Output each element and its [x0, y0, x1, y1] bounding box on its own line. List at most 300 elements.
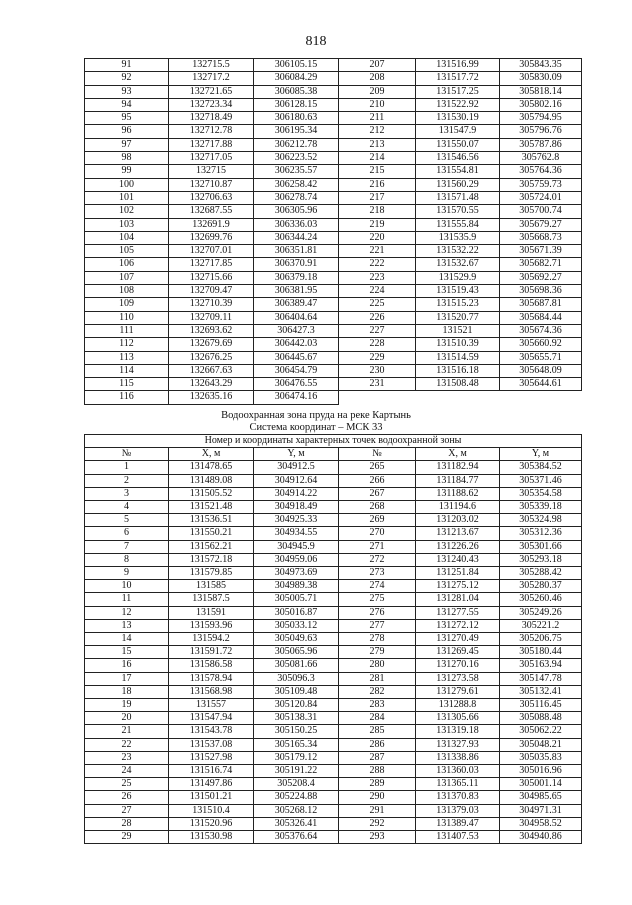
table-cell: 131594.2 — [169, 633, 254, 646]
table-cell: 273 — [339, 567, 416, 580]
table-cell: 132635.16 — [169, 391, 254, 404]
table-row — [85, 487, 582, 500]
table-cell: 305221.2 — [500, 619, 582, 632]
table-cell: 111 — [85, 324, 169, 337]
table-cell: 132676.25 — [169, 351, 254, 364]
table-cell: 305687.81 — [500, 298, 582, 311]
table-cell: 131288.8 — [416, 699, 500, 712]
table-cell: 96 — [85, 125, 169, 138]
table-row — [85, 501, 582, 514]
table-cell: 305260.46 — [500, 593, 582, 606]
table-cell: 107 — [85, 271, 169, 284]
table-cell: 305062.22 — [500, 725, 582, 738]
table-row — [85, 540, 582, 553]
table-cell: 131194.6 — [416, 501, 500, 514]
table-cell: 131270.16 — [416, 659, 500, 672]
table-cell: 131530.19 — [416, 112, 500, 125]
table-row — [85, 633, 582, 646]
table-cell: 305150.25 — [254, 725, 339, 738]
table-cell: 132709.11 — [169, 311, 254, 324]
table-row — [85, 245, 582, 258]
table-cell: 109 — [85, 298, 169, 311]
table-cell: 131327.93 — [416, 738, 500, 751]
table-cell: 305692.27 — [500, 271, 582, 284]
table-cell: 271 — [339, 540, 416, 553]
coordinates-table-continued — [84, 58, 582, 405]
table-cell: 131579.85 — [169, 567, 254, 580]
table-cell: 269 — [339, 514, 416, 527]
table-cell: 209 — [339, 85, 416, 98]
table-cell: 132693.62 — [169, 324, 254, 337]
table-cell: 10 — [85, 580, 169, 593]
table-cell: 131281.04 — [416, 593, 500, 606]
table-cell: 132643.29 — [169, 378, 254, 391]
table-cell: 131550.21 — [169, 527, 254, 540]
table-cell: 18 — [85, 685, 169, 698]
table-cell: 305109.48 — [254, 685, 339, 698]
table-row — [85, 791, 582, 804]
table-cell: 131508.48 — [416, 378, 500, 391]
table-cell: 306305.96 — [254, 205, 339, 218]
table-cell: 131501.21 — [169, 791, 254, 804]
table-row — [85, 311, 582, 324]
table-cell: 305700.74 — [500, 205, 582, 218]
table-cell: 131557 — [169, 699, 254, 712]
table-row — [85, 474, 582, 487]
header-x: X, м — [169, 448, 254, 461]
table-cell: 131546.56 — [416, 152, 500, 165]
table-cell: 132687.55 — [169, 205, 254, 218]
table-cell: 131515.23 — [416, 298, 500, 311]
table-cell: 306442.03 — [254, 338, 339, 351]
table-cell: 97 — [85, 138, 169, 151]
table-cell: 306351.81 — [254, 245, 339, 258]
table-cell: 306195.34 — [254, 125, 339, 138]
table-title: Номер и координаты характерных точек водоохранной зоны — [85, 435, 582, 448]
table-cell: 131560.29 — [416, 178, 500, 191]
table-cell: 104 — [85, 231, 169, 244]
table-cell: 305326.41 — [254, 817, 339, 830]
table-cell: 304934.55 — [254, 527, 339, 540]
table-cell: 304912.5 — [254, 461, 339, 474]
table-cell: 132699.76 — [169, 231, 254, 244]
table-cell: 305644.61 — [500, 378, 582, 391]
table-cell: 131593.96 — [169, 619, 254, 632]
table-cell: 131184.77 — [416, 474, 500, 487]
table-row — [85, 553, 582, 566]
table-cell: 217 — [339, 191, 416, 204]
table-cell: 283 — [339, 699, 416, 712]
table-cell: 17 — [85, 672, 169, 685]
table-row — [85, 461, 582, 474]
table-cell: 305668.73 — [500, 231, 582, 244]
table-row — [85, 152, 582, 165]
table-cell: 305116.45 — [500, 699, 582, 712]
table-cell: 132715 — [169, 165, 254, 178]
table-cell: 305132.41 — [500, 685, 582, 698]
table-cell: 305001.14 — [500, 778, 582, 791]
table-cell: 94 — [85, 98, 169, 111]
table-row — [85, 338, 582, 351]
table-cell: 305339.18 — [500, 501, 582, 514]
table-cell: 306180.63 — [254, 112, 339, 125]
table-cell: 306389.47 — [254, 298, 339, 311]
table-cell: 131532.67 — [416, 258, 500, 271]
table-cell: 131530.98 — [169, 831, 254, 844]
table-cell: 306476.55 — [254, 378, 339, 391]
table-cell: 12 — [85, 606, 169, 619]
table-row — [85, 593, 582, 606]
table-cell: 305371.46 — [500, 474, 582, 487]
table-cell: 131529.9 — [416, 271, 500, 284]
table-cell: 105 — [85, 245, 169, 258]
table-row — [85, 606, 582, 619]
table-cell: 27 — [85, 804, 169, 817]
table-cell: 19 — [85, 699, 169, 712]
table-row — [85, 646, 582, 659]
table-row — [85, 831, 582, 844]
table-cell: 26 — [85, 791, 169, 804]
table-row — [85, 258, 582, 271]
table-cell: 131365.11 — [416, 778, 500, 791]
table-cell: 305088.48 — [500, 712, 582, 725]
table-cell: 131213.67 — [416, 527, 500, 540]
table-cell: 9 — [85, 567, 169, 580]
table-cell: 131536.51 — [169, 514, 254, 527]
table-cell: 306344.24 — [254, 231, 339, 244]
table-cell: 131516.74 — [169, 765, 254, 778]
table-cell: 132717.05 — [169, 152, 254, 165]
table-cell: 306278.74 — [254, 191, 339, 204]
table-cell: 132721.65 — [169, 85, 254, 98]
table-cell: 266 — [339, 474, 416, 487]
table-row — [85, 72, 582, 85]
table-cell: 305016.87 — [254, 606, 339, 619]
table-cell: 131517.72 — [416, 72, 500, 85]
table-cell: 11 — [85, 593, 169, 606]
table-cell: 306212.78 — [254, 138, 339, 151]
table-cell: 23 — [85, 751, 169, 764]
table-row — [85, 738, 582, 751]
table-cell: 131389.47 — [416, 817, 500, 830]
table-cell: 131555.84 — [416, 218, 500, 231]
table-cell: 305280.37 — [500, 580, 582, 593]
table-cell: 212 — [339, 125, 416, 138]
table-cell: 304925.33 — [254, 514, 339, 527]
table-cell: 224 — [339, 285, 416, 298]
table-row — [85, 765, 582, 778]
table-row — [85, 659, 582, 672]
table-cell: 131203.02 — [416, 514, 500, 527]
table-cell: 305684.44 — [500, 311, 582, 324]
water-protection-zone-table — [84, 434, 582, 844]
table-cell: 304940.86 — [500, 831, 582, 844]
table-cell: 131517.25 — [416, 85, 500, 98]
table-cell: 305163.94 — [500, 659, 582, 672]
table-cell: 116 — [85, 391, 169, 404]
table-cell: 306404.64 — [254, 311, 339, 324]
table-cell: 24 — [85, 765, 169, 778]
table-cell: 291 — [339, 804, 416, 817]
table-cell: 207 — [339, 59, 416, 72]
table-cell: 103 — [85, 218, 169, 231]
table-cell: 272 — [339, 553, 416, 566]
table-row — [85, 285, 582, 298]
table-cell: 305005.71 — [254, 593, 339, 606]
table-cell: 305138.31 — [254, 712, 339, 725]
table-cell: 131516.99 — [416, 59, 500, 72]
table-cell: 306235.57 — [254, 165, 339, 178]
table-cell: 306223.52 — [254, 152, 339, 165]
table-cell: 305830.09 — [500, 72, 582, 85]
table-cell: 95 — [85, 112, 169, 125]
table-cell: 132723.34 — [169, 98, 254, 111]
table-cell: 131510.39 — [416, 338, 500, 351]
table-cell: 132706.63 — [169, 191, 254, 204]
table-cell: 293 — [339, 831, 416, 844]
table-cell: 305698.36 — [500, 285, 582, 298]
table-row — [85, 778, 582, 791]
table-cell: 306128.15 — [254, 98, 339, 111]
table-cell: 131407.53 — [416, 831, 500, 844]
table-cell: 305796.76 — [500, 125, 582, 138]
table-cell: 304945.9 — [254, 540, 339, 553]
table-cell: 305674.36 — [500, 324, 582, 337]
table-cell: 275 — [339, 593, 416, 606]
table-cell: 265 — [339, 461, 416, 474]
table-cell: 305147.78 — [500, 672, 582, 685]
table-cell: 131554.81 — [416, 165, 500, 178]
table-cell: 7 — [85, 540, 169, 553]
table-cell: 131571.48 — [416, 191, 500, 204]
table-cell: 305035.83 — [500, 751, 582, 764]
table-cell: 93 — [85, 85, 169, 98]
table-cell: 211 — [339, 112, 416, 125]
table-row — [85, 712, 582, 725]
table-cell: 4 — [85, 501, 169, 514]
table-cell: 221 — [339, 245, 416, 258]
table-row — [85, 364, 582, 377]
table-cell: 306084.29 — [254, 72, 339, 85]
table-row — [85, 804, 582, 817]
table-cell: 131543.78 — [169, 725, 254, 738]
table-cell: 214 — [339, 152, 416, 165]
table-cell: 213 — [339, 138, 416, 151]
table-row — [85, 567, 582, 580]
table-cell: 305288.42 — [500, 567, 582, 580]
table-cell: 306370.91 — [254, 258, 339, 271]
table-row — [85, 514, 582, 527]
table-cell: 306474.16 — [254, 391, 339, 404]
table-cell: 305224.88 — [254, 791, 339, 804]
table-cell: 285 — [339, 725, 416, 738]
table-cell: 305293.18 — [500, 553, 582, 566]
table-cell: 3 — [85, 487, 169, 500]
table-cell: 131188.62 — [416, 487, 500, 500]
header-y-2: Y, м — [500, 448, 582, 461]
table-cell: 304973.69 — [254, 567, 339, 580]
table-cell: 305206.75 — [500, 633, 582, 646]
table-cell: 131182.94 — [416, 461, 500, 474]
table-cell: 20 — [85, 712, 169, 725]
table-cell: 110 — [85, 311, 169, 324]
header-number-2: № — [339, 448, 416, 461]
table-cell: 277 — [339, 619, 416, 632]
table-cell: 222 — [339, 258, 416, 271]
table-cell: 131516.18 — [416, 364, 500, 377]
table-row — [85, 725, 582, 738]
table-cell: 14 — [85, 633, 169, 646]
table-cell: 100 — [85, 178, 169, 191]
table-cell: 278 — [339, 633, 416, 646]
table-cell: 304918.49 — [254, 501, 339, 514]
table-cell: 131251.84 — [416, 567, 500, 580]
table-cell: 131270.49 — [416, 633, 500, 646]
table-row — [85, 685, 582, 698]
table-cell: 305065.96 — [254, 646, 339, 659]
table-cell: 131572.18 — [169, 553, 254, 566]
table-cell: 305179.12 — [254, 751, 339, 764]
table-cell: 281 — [339, 672, 416, 685]
table-row — [85, 231, 582, 244]
table-cell: 290 — [339, 791, 416, 804]
table-cell: 305660.92 — [500, 338, 582, 351]
table-cell: 131240.43 — [416, 553, 500, 566]
table-cell: 101 — [85, 191, 169, 204]
water-protection-zone-table-body — [85, 461, 582, 844]
table-cell: 305120.84 — [254, 699, 339, 712]
table-row — [85, 191, 582, 204]
table-cell: 225 — [339, 298, 416, 311]
table-cell: 108 — [85, 285, 169, 298]
table-cell: 131379.03 — [416, 804, 500, 817]
table-cell: 131520.77 — [416, 311, 500, 324]
table-cell: 132691.9 — [169, 218, 254, 231]
table-cell: 223 — [339, 271, 416, 284]
table-cell: 210 — [339, 98, 416, 111]
table-cell: 131277.55 — [416, 606, 500, 619]
table-cell: 131535.9 — [416, 231, 500, 244]
table-cell: 305724.01 — [500, 191, 582, 204]
table-cell: 306454.79 — [254, 364, 339, 377]
table-cell: 132709.47 — [169, 285, 254, 298]
table-cell: 131226.26 — [416, 540, 500, 553]
table-cell: 305191.22 — [254, 765, 339, 778]
table-cell: 305759.73 — [500, 178, 582, 191]
table-cell: 131521 — [416, 324, 500, 337]
table-cell: 132712.78 — [169, 125, 254, 138]
header-number: № — [85, 448, 169, 461]
table-cell: 6 — [85, 527, 169, 540]
table-row — [85, 112, 582, 125]
table-cell: 305376.64 — [254, 831, 339, 844]
table-cell: 305648.09 — [500, 364, 582, 377]
table-row — [85, 527, 582, 540]
table-cell: 2 — [85, 474, 169, 487]
table-cell: 292 — [339, 817, 416, 830]
table-cell: 305268.12 — [254, 804, 339, 817]
table-cell: 131279.61 — [416, 685, 500, 698]
table-cell: 208 — [339, 72, 416, 85]
table-row — [85, 98, 582, 111]
table-cell: 276 — [339, 606, 416, 619]
table-cell: 231 — [339, 378, 416, 391]
table-cell: 220 — [339, 231, 416, 244]
table-cell: 218 — [339, 205, 416, 218]
table-cell: 131532.22 — [416, 245, 500, 258]
table-row — [85, 324, 582, 337]
table-cell: 226 — [339, 311, 416, 324]
table-cell: 304971.31 — [500, 804, 582, 817]
table-row — [85, 817, 582, 830]
table-cell: 131527.98 — [169, 751, 254, 764]
table-row — [85, 580, 582, 593]
table-cell: 216 — [339, 178, 416, 191]
table-row — [85, 218, 582, 231]
table-cell: 131519.43 — [416, 285, 500, 298]
table-cell: 28 — [85, 817, 169, 830]
header-x-2: X, м — [416, 448, 500, 461]
table-cell: 114 — [85, 364, 169, 377]
table-cell: 229 — [339, 351, 416, 364]
table-cell: 99 — [85, 165, 169, 178]
table-cell: 16 — [85, 659, 169, 672]
table-cell: 22 — [85, 738, 169, 751]
table-cell: 306085.38 — [254, 85, 339, 98]
table-cell: 284 — [339, 712, 416, 725]
table-cell: 287 — [339, 751, 416, 764]
table-cell: 305180.44 — [500, 646, 582, 659]
table-cell: 305049.63 — [254, 633, 339, 646]
coordinates-table-body — [85, 59, 582, 405]
table-cell: 305165.34 — [254, 738, 339, 751]
table-cell: 131273.58 — [416, 672, 500, 685]
table-cell: 132715.5 — [169, 59, 254, 72]
table-cell: 115 — [85, 378, 169, 391]
table-cell: 131514.59 — [416, 351, 500, 364]
table-cell: 305671.39 — [500, 245, 582, 258]
table-cell: 106 — [85, 258, 169, 271]
table-cell: 304914.22 — [254, 487, 339, 500]
table-cell: 131585 — [169, 580, 254, 593]
table-cell: 305655.71 — [500, 351, 582, 364]
table-cell: 8 — [85, 553, 169, 566]
table-cell: 289 — [339, 778, 416, 791]
table-cell: 132710.87 — [169, 178, 254, 191]
table-cell: 131272.12 — [416, 619, 500, 632]
table-cell: 131570.55 — [416, 205, 500, 218]
table-row — [85, 391, 582, 404]
table-cell: 25 — [85, 778, 169, 791]
table-cell: 131550.07 — [416, 138, 500, 151]
table-cell: 230 — [339, 364, 416, 377]
table-cell: 15 — [85, 646, 169, 659]
table-cell: 131521.48 — [169, 501, 254, 514]
coordinate-system-caption: Система координат – МСК 33 — [249, 422, 383, 433]
table-cell: 304989.38 — [254, 580, 339, 593]
table-cell: 305682.71 — [500, 258, 582, 271]
header-row — [85, 448, 582, 461]
table-cell: 305324.98 — [500, 514, 582, 527]
table-cell: 270 — [339, 527, 416, 540]
table-cell: 131591 — [169, 606, 254, 619]
table-cell: 282 — [339, 685, 416, 698]
table-cell: 306427.3 — [254, 324, 339, 337]
table-cell: 305679.27 — [500, 218, 582, 231]
table-cell: 131510.4 — [169, 804, 254, 817]
table-cell: 305081.66 — [254, 659, 339, 672]
table-cell: 131489.08 — [169, 474, 254, 487]
